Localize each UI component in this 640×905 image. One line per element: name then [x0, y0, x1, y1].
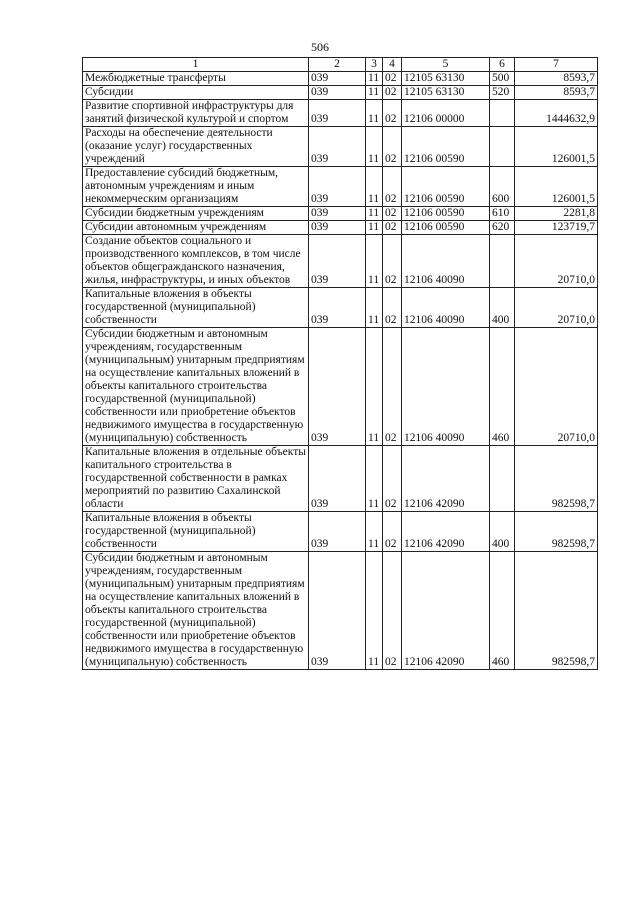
admin-code: 039 [309, 72, 366, 86]
row-name: Расходы на обеспечение деятельности (оказание услуг) государственных учреждений [83, 127, 309, 167]
target-item-code: 12105 63130 [402, 72, 490, 86]
row-name: Субсидии бюджетным и автономным учреждениям, государственным (муниципальным) унитарным предприятиям на осуществление капитальных вложений в объекты капитального строительства государственной (муниципальной) собственности или приобретение объектов недвижимого имущества в государственную (муниципальную) собственность [83, 552, 309, 670]
table-row [83, 167, 598, 207]
admin-code: 039 [309, 100, 366, 127]
expense-type-code: 520 [490, 86, 515, 100]
section-code: 11 [366, 328, 383, 446]
row-name: Развитие спортивной инфраструктуры для занятий физической культурой и спортом [83, 100, 309, 127]
target-item-code: 12105 63130 [402, 86, 490, 100]
subsection-code: 02 [383, 221, 402, 235]
expense-type-code: 460 [490, 552, 515, 670]
admin-code: 039 [309, 127, 366, 167]
amount: 126001,5 [515, 167, 598, 207]
subsection-code: 02 [383, 207, 402, 221]
amount: 126001,5 [515, 127, 598, 167]
section-code: 11 [366, 221, 383, 235]
expense-type-code: 460 [490, 328, 515, 446]
column-number-row [83, 58, 598, 72]
expense-type-code [490, 127, 515, 167]
target-item-code: 12106 00590 [402, 221, 490, 235]
table-row [83, 72, 598, 86]
table-row [83, 328, 598, 446]
target-item-code: 12106 42090 [402, 512, 490, 552]
expense-type-code [490, 100, 515, 127]
expense-type-code [490, 446, 515, 512]
subsection-code: 02 [383, 72, 402, 86]
expense-type-code [490, 235, 515, 288]
admin-code: 039 [309, 86, 366, 100]
amount: 123719,7 [515, 221, 598, 235]
subsection-code: 02 [383, 235, 402, 288]
row-name: Капитальные вложения в отдельные объекты капитального строительства в государственной собственности в рамках мероприятий по развитию Сахалинской области [83, 446, 309, 512]
expense-type-code: 610 [490, 207, 515, 221]
subsection-code: 02 [383, 328, 402, 446]
amount: 20710,0 [515, 235, 598, 288]
column-number: 1 [83, 58, 309, 72]
admin-code: 039 [309, 512, 366, 552]
amount: 20710,0 [515, 288, 598, 328]
section-code: 11 [366, 235, 383, 288]
subsection-code: 02 [383, 446, 402, 512]
subsection-code: 02 [383, 288, 402, 328]
section-code: 11 [366, 512, 383, 552]
section-code: 11 [366, 86, 383, 100]
table-row [83, 552, 598, 670]
row-name: Предоставление субсидий бюджетным, автономным учреждениям и иным некоммерческим организациям [83, 167, 309, 207]
table-row [83, 86, 598, 100]
target-item-code: 12106 42090 [402, 552, 490, 670]
admin-code: 039 [309, 235, 366, 288]
amount: 982598,7 [515, 552, 598, 670]
row-name: Субсидии [83, 86, 309, 100]
admin-code: 039 [309, 552, 366, 670]
section-code: 11 [366, 72, 383, 86]
admin-code: 039 [309, 446, 366, 512]
section-code: 11 [366, 446, 383, 512]
target-item-code: 12106 40090 [402, 288, 490, 328]
amount: 8593,7 [515, 72, 598, 86]
target-item-code: 12106 40090 [402, 235, 490, 288]
budget-table [82, 57, 598, 670]
amount: 982598,7 [515, 446, 598, 512]
target-item-code: 12106 00590 [402, 207, 490, 221]
admin-code: 039 [309, 328, 366, 446]
target-item-code: 12106 42090 [402, 446, 490, 512]
amount: 982598,7 [515, 512, 598, 552]
table-row [83, 446, 598, 512]
expense-type-code: 400 [490, 288, 515, 328]
expense-type-code: 620 [490, 221, 515, 235]
row-name: Субсидии бюджетным и автономным учреждениям, государственным (муниципальным) унитарным предприятиям на осуществление капитальных вложений в объекты капитального строительства государственной (муниципальной) собственности или приобретение объектов недвижимого имущества в государственную (муниципальную) собственность [83, 328, 309, 446]
table-row [83, 127, 598, 167]
table-row [83, 100, 598, 127]
admin-code: 039 [309, 221, 366, 235]
column-number: 3 [366, 58, 383, 72]
admin-code: 039 [309, 167, 366, 207]
target-item-code: 12106 00590 [402, 167, 490, 207]
amount: 1444632,9 [515, 100, 598, 127]
subsection-code: 02 [383, 86, 402, 100]
table-row [83, 512, 598, 552]
expense-type-code: 600 [490, 167, 515, 207]
amount: 20710,0 [515, 328, 598, 446]
target-item-code: 12106 00590 [402, 127, 490, 167]
amount: 8593,7 [515, 86, 598, 100]
row-name: Межбюджетные трансферты [83, 72, 309, 86]
row-name: Создание объектов социального и производственного комплексов, в том числе объектов общегражданского назначения, жилья, инфраструктуры, и иных объектов [83, 235, 309, 288]
section-code: 11 [366, 100, 383, 127]
target-item-code: 12106 40090 [402, 328, 490, 446]
subsection-code: 02 [383, 167, 402, 207]
table-row [83, 221, 598, 235]
column-number: 2 [309, 58, 366, 72]
subsection-code: 02 [383, 512, 402, 552]
admin-code: 039 [309, 288, 366, 328]
table-row [83, 235, 598, 288]
admin-code: 039 [309, 207, 366, 221]
subsection-code: 02 [383, 552, 402, 670]
page-number: 506 [311, 40, 329, 54]
section-code: 11 [366, 288, 383, 328]
column-number: 5 [402, 58, 490, 72]
table-row [83, 288, 598, 328]
expense-type-code: 400 [490, 512, 515, 552]
section-code: 11 [366, 207, 383, 221]
section-code: 11 [366, 127, 383, 167]
amount: 2281,8 [515, 207, 598, 221]
expense-type-code: 500 [490, 72, 515, 86]
row-name: Капитальные вложения в объекты государственной (муниципальной) собственности [83, 512, 309, 552]
column-number: 4 [383, 58, 402, 72]
table-row [83, 207, 598, 221]
row-name: Субсидии бюджетным учреждениям [83, 207, 309, 221]
column-number: 6 [490, 58, 515, 72]
row-name: Капитальные вложения в объекты государственной (муниципальной) собственности [83, 288, 309, 328]
subsection-code: 02 [383, 127, 402, 167]
row-name: Субсидии автономным учреждениям [83, 221, 309, 235]
column-number: 7 [515, 58, 598, 72]
section-code: 11 [366, 167, 383, 207]
target-item-code: 12106 00000 [402, 100, 490, 127]
section-code: 11 [366, 552, 383, 670]
subsection-code: 02 [383, 100, 402, 127]
